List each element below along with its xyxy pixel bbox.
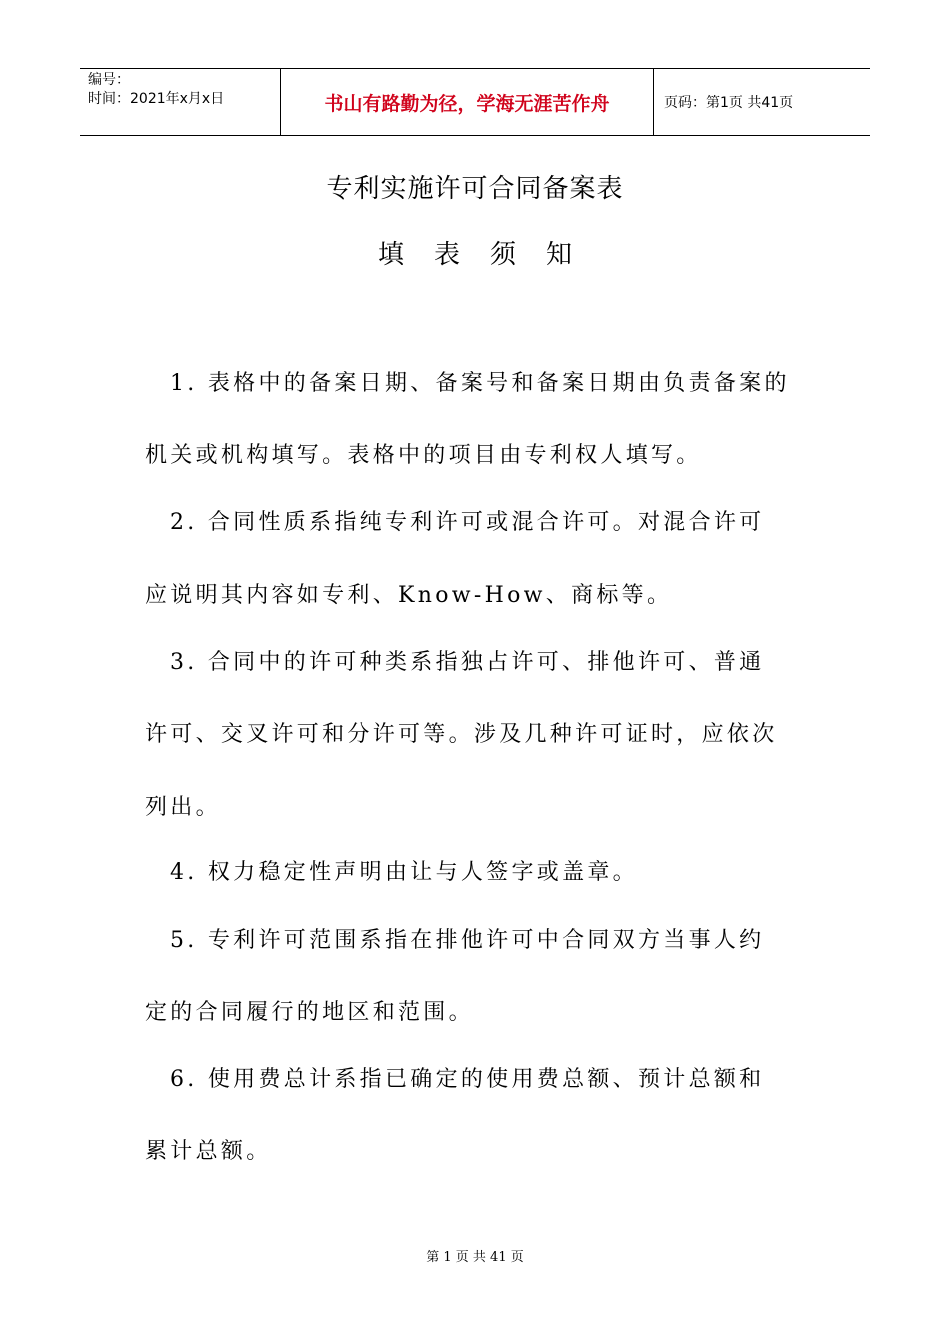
number-label: 编号： bbox=[88, 72, 130, 88]
paragraph-line: 3. 合同中的许可种类系指独占许可、排他许可、普通 bbox=[170, 650, 765, 675]
paragraph-line: 应说明其内容如专利、Know-How、商标等。 bbox=[145, 583, 673, 608]
document-title: 专利实施许可合同备案表 bbox=[326, 174, 624, 204]
paragraph-line: 许可、交叉许可和分许可等。涉及几种许可证时，应依次 bbox=[145, 722, 778, 747]
paragraph-line: 列出。 bbox=[145, 795, 221, 820]
header-motto bbox=[281, 69, 654, 135]
paragraph-line: 定的合同履行的地区和范围。 bbox=[145, 1000, 474, 1025]
paragraph-line: 4. 权力稳定性声明由让与人签字或盖章。 bbox=[170, 860, 638, 885]
motto-text: 书山有路勤为径，学海无涯苦作舟 bbox=[324, 92, 610, 115]
date-label: 时间：2021年x月x日 bbox=[88, 91, 225, 107]
paragraph-line: 5. 专利许可范围系指在排他许可中合同双方当事人约 bbox=[170, 928, 765, 953]
document-header bbox=[80, 68, 870, 136]
paragraph-line: 6. 使用费总计系指已确定的使用费总额、预计总额和 bbox=[170, 1067, 765, 1092]
paragraph-line: 机关或机构填写。表格中的项目由专利权人填写。 bbox=[145, 443, 702, 468]
page-info-text: 页码：第1页 共41页 bbox=[664, 95, 794, 111]
header-meta bbox=[80, 69, 281, 135]
paragraph-line: 累计总额。 bbox=[145, 1139, 272, 1164]
header-page-info bbox=[654, 69, 870, 135]
paragraph-line: 2. 合同性质系指纯专利许可或混合许可。对混合许可 bbox=[170, 510, 765, 535]
page-footer: 第 1 页 共 41 页 bbox=[426, 1250, 524, 1265]
paragraph-line: 1. 表格中的备案日期、备案号和备案日期由负责备案的 bbox=[170, 371, 790, 396]
document-subtitle: 填表须知 bbox=[377, 240, 602, 270]
